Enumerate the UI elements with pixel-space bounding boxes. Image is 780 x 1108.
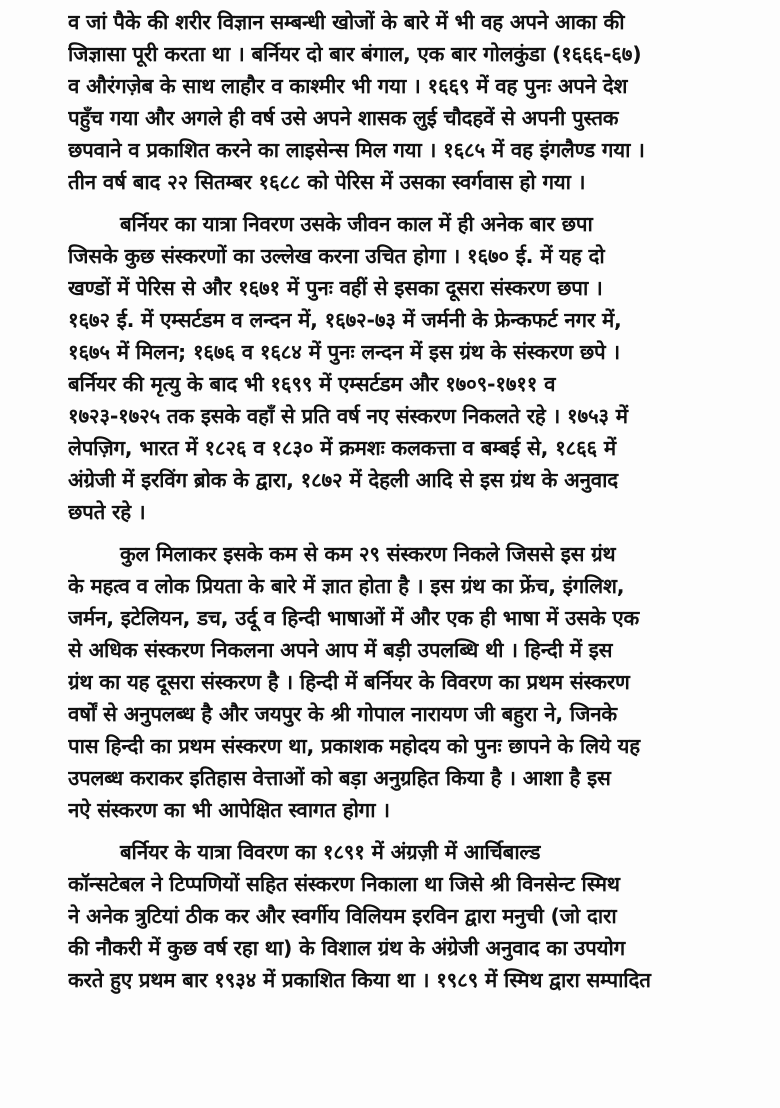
text-line: बर्नियर का यात्रा निवरण उसके जीवन काल में ही अनेक बार छपा xyxy=(120,212,593,236)
text-line: १६७५ में मिलन; १६७६ व १६८४ में पुनः लन्दन में इस ग्रंथ के संस्करण छपे । xyxy=(68,340,620,364)
text-line: जिज्ञासा पूरी करता था । बर्नियर दो बार बंगाल, एक बार गोलकुंडा (१६६६-६७) xyxy=(68,42,642,66)
text-line: तीन वर्ष बाद २२ सितम्बर १६८८ को पेरिस में उसका स्वर्गवास हो गया । xyxy=(68,170,586,194)
text-line: कुल मिलाकर इसके कम से कम २९ संस्करण निकले जिससे इस ग्रंथ xyxy=(120,542,616,566)
text-line: जर्मन, इटेलियन, डच, उर्दू व हिन्दी भाषाओं में और एक ही भाषा में उसके एक xyxy=(68,606,640,630)
text-line: उपलब्ध कराकर इतिहास वेत्ताओं को बड़ा अनुग्रहित किया है । आशा है इस xyxy=(68,766,611,790)
text-line: वर्षों से अनुपलब्ध है और जयपुर के श्री गोपाल नारायण जी बहुरा ने, जिनके xyxy=(68,702,617,726)
text-line: अंग्रेजी में इरविंग ब्रोक के द्वारा, १८७२ में देहली आदि से इस ग्रंथ के अनुवाद xyxy=(68,468,618,492)
paragraph-editions-history xyxy=(68,208,718,528)
text-line: बर्नियर की मृत्यु के बाद भी १६९९ में एम्सर्टडम और १७०९-१७११ व xyxy=(68,372,556,396)
text-line: करते हुए प्रथम बार १९३४ में प्रकाशित किया था । १९८९ में स्मिथ द्वारा सम्पादित xyxy=(68,968,651,992)
text-line: खण्डों में पेरिस से और १६७१ में पुनः वहीं से इसका दूसरा संस्करण छपा । xyxy=(68,276,603,300)
text-line: छपते रहे । xyxy=(68,500,146,524)
paragraph-bernier-biography xyxy=(68,6,718,198)
text-line: १७२३-१७२५ तक इसके वहाँ से प्रति वर्ष नए संस्करण निकलते रहे । १७५३ में xyxy=(68,404,628,428)
text-line: कॉन्सटेबल ने टिप्पणियों सहित संस्करण निकाला था जिसे श्री विनसेन्ट स्मिथ xyxy=(68,872,620,896)
text-line: की नौकरी में कुछ वर्ष रहा था) के विशाल ग्रंथ के अंग्रेजी अनुवाद का उपयोग xyxy=(68,936,625,960)
text-line: नऐ संस्करण का भी आपेक्षित स्वागत होगा । xyxy=(68,798,390,822)
text-line: छपवाने व प्रकाशित करने का लाइसेन्स मिल गया । १६८५ में वह इंगलैण्ड गया । xyxy=(68,138,645,162)
text-line: ग्रंथ का यह दूसरा संस्करण है । हिन्दी में बर्नियर के विवरण का प्रथम संस्करण xyxy=(68,670,630,694)
paragraph-english-translation xyxy=(68,836,718,996)
text-line: व औरंगज़ेब के साथ लाहौर व काश्मीर भी गया । १६६९ में वह पुनः अपने देश xyxy=(68,74,628,98)
text-line: जिसके कुछ संस्करणों का उल्लेख करना उचित होगा । १६७० ई. में यह दो xyxy=(68,244,605,268)
text-line: पास हिन्दी का प्रथम संस्करण था, प्रकाशक महोदय को पुनः छापने के लिये यह xyxy=(68,734,640,758)
text-line: ने अनेक त्रुटियां ठीक कर और स्वर्गीय विलियम इरविन द्वारा मनुची (जो दारा xyxy=(68,904,617,928)
text-line: बर्नियर के यात्रा विवरण का १८९१ में अंग्रज़ी में आर्चिबाल्ड xyxy=(120,840,541,864)
text-line: लेपज़िग, भारत में १८२६ व १८३० में क्रमशः कलकत्ता व बम्बई से, १८६६ में xyxy=(68,436,616,460)
text-line: व जां पैके की शरीर विज्ञान सम्बन्धी खोजों के बारे में भी वह अपने आका की xyxy=(68,10,625,34)
paragraph-editions-count xyxy=(68,538,718,826)
text-line: पहुँच गया और अगले ही वर्ष उसे अपने शासक लुई चौदहवें से अपनी पुस्तक xyxy=(68,106,619,130)
text-line: के महत्व व लोक प्रियता के बारे में ज्ञात होता है । इस ग्रंथ का फ्रेंच, इंगलिश, xyxy=(68,574,625,598)
text-line: १६७२ ई. में एम्सर्टडम व लन्दन में, १६७२-७३ में जर्मनी के फ्रेन्कफर्ट नगर में, xyxy=(68,308,622,332)
text-line: से अधिक संस्करण निकलना अपने आप में बड़ी उपलब्धि थी । हिन्दी में इस xyxy=(68,638,613,662)
